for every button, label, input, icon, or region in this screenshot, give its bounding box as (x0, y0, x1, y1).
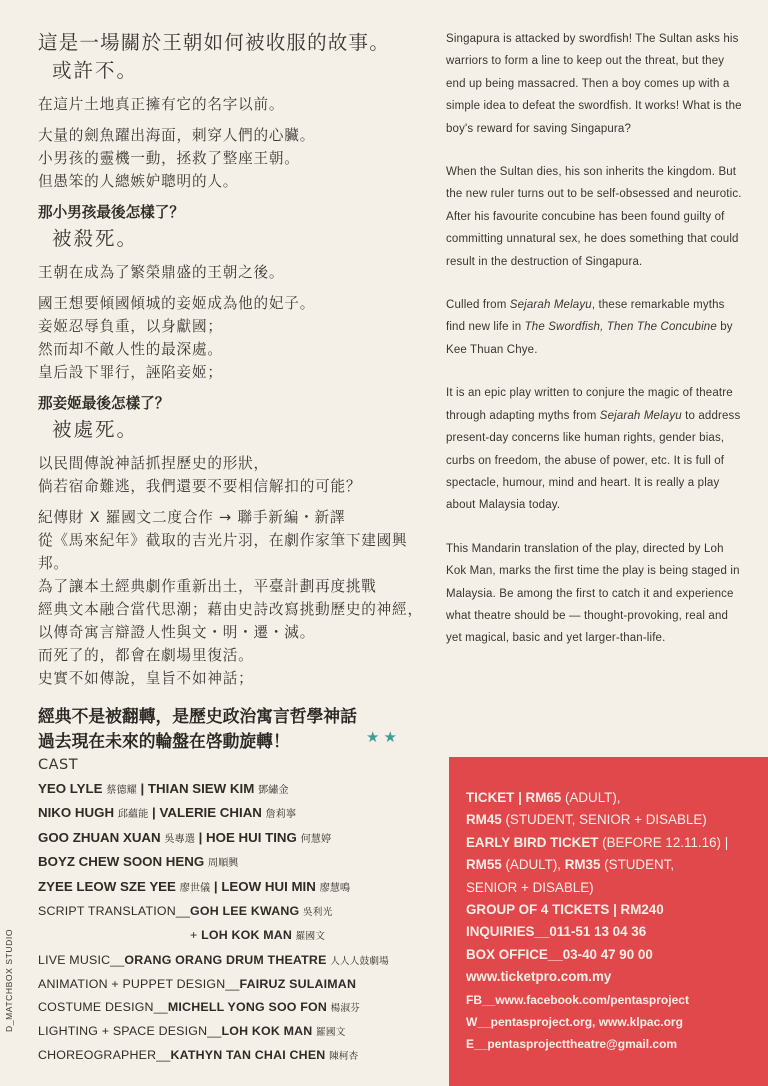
studio-credit: D_MATCHBOX STUDIO (4, 928, 14, 1032)
ticket-line (466, 854, 768, 876)
cast-row: GOO ZHUAN XUAN 吳專選 | HOE HUI TING 何慧婷 (38, 829, 332, 845)
crew-row (38, 924, 458, 948)
cast-chinese-name: 蔡德耀 (106, 785, 137, 796)
english-paragraph-5: This Mandarin translation of the play, directed by Loh Kok Man, marks the first time the play is being staged in Malaysia. Be among the first to catch it and experience what theatre should be — thought-provoking, real and yet magical, basic and yet larger-than-life. (446, 542, 740, 645)
crew-row (38, 973, 458, 995)
ticket-line (466, 787, 768, 809)
book-title: Sejarah Melayu (599, 409, 682, 422)
ticket-note: (ADULT), (561, 790, 621, 805)
ticket-price: RM55 (466, 857, 502, 873)
crew-name: MICHELL YONG SOO FON (167, 999, 328, 1014)
decorative-stars: ★★ (366, 728, 401, 746)
crew-chinese-name: 羅國文 (316, 1027, 346, 1039)
para-3-line: 國王想要傾國傾城的妾姬成為他的妃子。 (38, 295, 316, 312)
ticket-price: RM35 (564, 857, 601, 873)
cast-name: NIKO HUGH (38, 805, 115, 821)
email-line (466, 1033, 768, 1055)
cast-row: YEO LYLE 蔡德耀 | THIAN SIEW KIM 鄧繡金 (38, 781, 289, 796)
ticket-info-panel (449, 757, 768, 1086)
english-paragraph-4 (446, 382, 746, 516)
early-bird-label: EARLY BIRD TICKET (466, 834, 599, 850)
facebook-line (466, 989, 768, 1011)
crew-name: FAIRUZ SULAIMAN (239, 977, 357, 992)
box-office-line (466, 944, 768, 966)
english-synopsis (446, 28, 746, 650)
cast-heading: CAST (38, 757, 79, 773)
crew-chinese-name: 人人人鼓劇場 (330, 955, 389, 967)
para-5-line: 以傳奇寓言辯證人性與文・明・遷・滅。 (38, 624, 316, 641)
crew-name: ORANG ORANG DRUM THEATRE (124, 952, 327, 967)
before-name-line: 在這片土地真正擁有它的名字以前。 (38, 96, 285, 113)
crew-role: LIVE MUSIC__ (38, 952, 125, 967)
ticket-note: (BEFORE 12.11.16) | (598, 834, 729, 850)
para-5-line: 史實不如傳說，皇旨不如神話； (38, 670, 254, 687)
cast-section (38, 757, 438, 900)
crew-role: LIGHTING + SPACE DESIGN__ (38, 1024, 222, 1039)
crew-role: SCRIPT TRANSLATION__ (38, 904, 191, 918)
cast-chinese-name: 詹莉寧 (265, 809, 297, 821)
ticket-price: TICKET | RM65 (466, 790, 562, 805)
crew-section (38, 900, 458, 1069)
ticket-site-link[interactable]: www.ticketpro.com.my (466, 969, 612, 985)
cast-row: ZYEE LEOW SZE YEE 廖世儀 | LEOW HUI MIN 廖慧鳴 (38, 878, 351, 894)
question-1: 那小男孩最後怎樣了？ (38, 204, 184, 221)
cast-name: ZYEE LEOW SZE YEE (38, 878, 176, 894)
cast-row: NIKO HUGH 邱蘊能 | VALERIE CHIAN 詹莉寧 (38, 805, 297, 821)
box-office-phone: BOX OFFICE__03-40 47 90 00 (466, 946, 653, 962)
text-run: It is an epic play written to conjure the magic of theatre through adapting myths from (446, 387, 733, 422)
para-1-line: 大量的劍魚躍出海面，刺穿人們的心臟。 (38, 127, 316, 144)
cast-chinese-name: 周順興 (207, 858, 239, 870)
cast-name: HOE HUI TING (206, 829, 297, 845)
crew-row (38, 900, 458, 924)
book-title: Sejarah Melayu (509, 299, 592, 312)
crew-row (38, 949, 458, 973)
crew-name: KATHYN TAN CHAI CHEN (170, 1048, 326, 1063)
cast-chinese-name: 邱蘊能 (117, 809, 149, 821)
facebook-link[interactable]: FB__www.facebook.com/pentasproject (466, 992, 689, 1007)
cast-chinese-name: 吳專選 (164, 833, 195, 845)
ticket-note: (STUDENT, (600, 857, 675, 873)
crew-chinese-name: 羅國文 (295, 931, 326, 943)
para-3-line: 皇后設下罪行，誣陷妾姬； (38, 364, 223, 381)
para-1-line: 小男孩的靈機一動，拯救了整座王朝。 (38, 150, 300, 167)
ticket-note: (ADULT), (501, 857, 565, 873)
cast-name: VALERIE CHIAN (159, 805, 262, 821)
inquiries-line (466, 921, 768, 943)
cast-name: YEO LYLE (38, 781, 103, 796)
english-paragraph-2: When the Sultan dies, his son inherits the kingdom. But the new ruler turns out to be self-obsessed and neurotic. After his favourite concubine has been found guilty of committing unnatural sex, he does something that could result in the destruction of Singapura. (446, 166, 742, 268)
intro-line-1: 這是一場關於王朝如何被收服的故事。 (38, 31, 390, 54)
cast-name: LEOW HUI MIN (221, 878, 316, 894)
tagline-line: 過去現在未來的輪盤在啓動旋轉！ (38, 731, 290, 751)
para-5-line: 為了讓本土經典劇作重新出土，平臺計劃再度挑戰 (38, 578, 377, 595)
answer-1: 被殺死。 (52, 227, 139, 250)
crew-name: LOH KOK MAN (221, 1024, 313, 1039)
cast-chinese-name: 廖世儀 (179, 882, 211, 894)
para-1-line: 但愚笨的人總嫉妒聰明的人。 (38, 173, 239, 190)
chinese-synopsis (38, 28, 423, 754)
tagline-line: 經典不是被翻轉，是歷史政治寓言哲學神話 (38, 706, 357, 726)
group-ticket-line (466, 899, 768, 921)
cast-chinese-name: 廖慧鳴 (319, 882, 351, 894)
cast-chinese-name: 鄧繡金 (258, 785, 289, 796)
crew-chinese-name: 楊淑芬 (330, 1002, 361, 1014)
text-run: , these remarkable myths find new life in (446, 299, 725, 334)
group-ticket: GROUP OF 4 TICKETS | RM240 (466, 902, 664, 918)
crew-chinese-name: 吳利光 (303, 907, 333, 918)
ticket-line (466, 877, 768, 899)
cast-name: THIAN SIEW KIM (147, 781, 255, 796)
para-3-line: 妾姬忍辱負重，以身獻國； (38, 318, 223, 335)
para-4-line: 倘若宿命難逃，我們還要不要相信解扣的可能？ (38, 478, 362, 495)
website-link[interactable]: W__pentasproject.org, www.klpac.org (466, 1015, 683, 1030)
crew-role: ANIMATION + PUPPET DESIGN__ (38, 977, 240, 992)
text-run: Culled from (446, 299, 510, 312)
cast-name: GOO ZHUAN XUAN (38, 829, 161, 845)
para-3-line: 然而却不敵人性的最深處。 (38, 341, 223, 358)
ticket-site-line (466, 966, 768, 988)
text-run: to address present-day concerns like human rights, gender bias, curbs on freedom, the abuse of power, etc. It is full of spectacle, humour, mind and heart. It is really a play about Malaysia today. (446, 409, 741, 512)
website-line (466, 1011, 768, 1033)
para-5-line: 從《馬來紀年》截取的吉光片羽，在劇作家筆下建國興邦。 (38, 532, 408, 572)
email-link[interactable]: E__pentasprojecttheatre@gmail.com (466, 1037, 678, 1052)
ticket-line (466, 832, 768, 854)
para-4-line: 以民間傳說神話抓捏歷史的形狀， (38, 455, 269, 472)
ticket-note: (STUDENT, SENIOR + DISABLE) (501, 812, 707, 828)
crew-role: COSTUME DESIGN__ (38, 999, 168, 1014)
inquiries-phone: INQUIRIES__011-51 13 04 36 (466, 924, 647, 940)
ticket-note: SENIOR + DISABLE) (466, 879, 594, 895)
crew-row (38, 996, 458, 1020)
cast-name: BOYZ CHEW SOON HENG (38, 854, 205, 870)
question-2: 那妾姬最後怎樣了？ (38, 395, 170, 412)
ticket-price: RM45 (466, 812, 502, 828)
english-paragraph-3 (446, 294, 746, 361)
cast-chinese-name: 何慧婷 (300, 833, 332, 845)
crew-role: CHOREOGRAPHER__ (38, 1048, 171, 1063)
crew-chinese-name: 陳柯杏 (329, 1051, 359, 1063)
play-title: The Swordfish, Then The Concubine (524, 321, 717, 334)
crew-name: LOH KOK MAN (201, 928, 293, 943)
para-2-line: 王朝在成為了繁榮鼎盛的王朝之後。 (38, 264, 285, 281)
intro-line-2: 或許不。 (52, 59, 139, 82)
crew-row (38, 1044, 458, 1068)
crew-name: GOH LEE KWANG (190, 904, 300, 918)
ticket-line (466, 809, 768, 831)
crew-role: + (190, 928, 202, 943)
para-5-line: 而死了的，都會在劇場里復活。 (38, 647, 254, 664)
answer-2: 被處死。 (52, 418, 139, 441)
cast-row (38, 851, 438, 875)
text-run: by Kee Thuan Chye. (446, 321, 733, 356)
para-5-line: 紀傳財 X 羅國文二度合作 → 聯手新編・新譯 (38, 509, 346, 526)
para-5-line: 經典文本融合當代思潮；藉由史詩改寫挑動歷史的神經， (38, 601, 423, 618)
english-paragraph-1: Singapura is attacked by swordfish! The Sultan asks his warriors to form a line to keep out the threat, but they end up being massacred. Then a boy comes up with a simple idea to defeat the swordfish. It works! What is the boy's reward for saving Singapura? (446, 33, 742, 135)
crew-row (38, 1020, 458, 1044)
